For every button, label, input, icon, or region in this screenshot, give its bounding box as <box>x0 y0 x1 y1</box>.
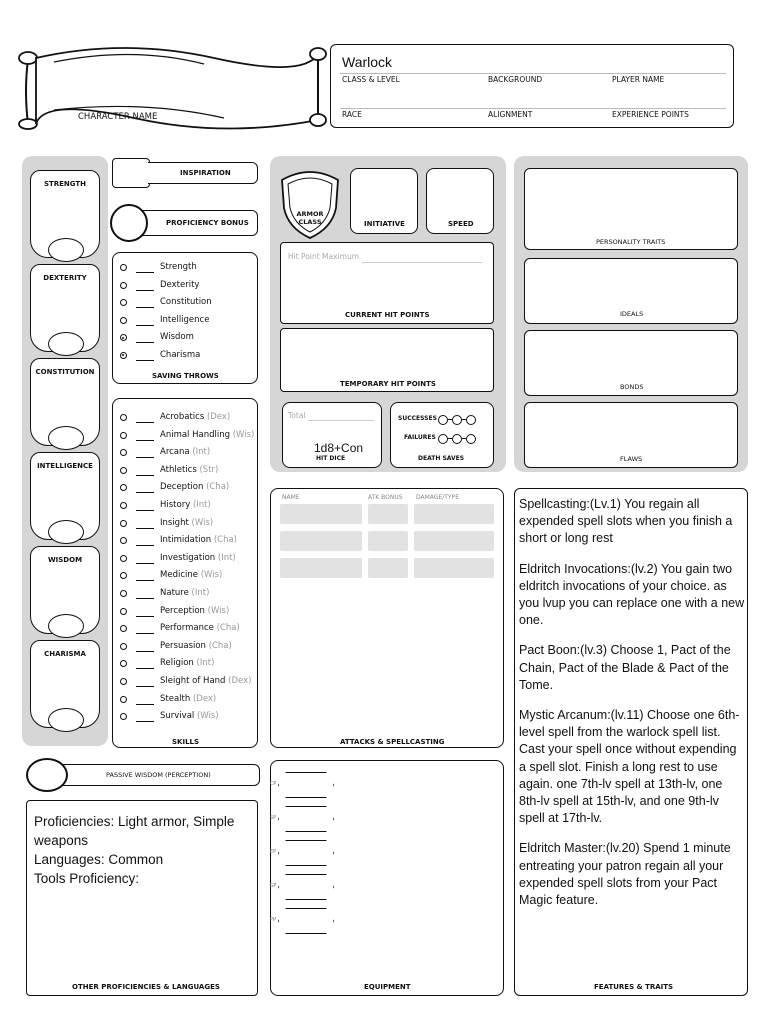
coin-label: CP <box>269 781 277 787</box>
skill-name: Deception (Cha) <box>160 482 230 493</box>
saving-throw-name: Wisdom <box>160 332 194 343</box>
proficiency-line: Tools Proficiency: <box>34 871 140 886</box>
class-level-line <box>340 73 726 74</box>
attack-damage-cell[interactable] <box>414 558 494 578</box>
skill-ability: (Int) <box>192 500 211 510</box>
proficiency-dot-icon[interactable] <box>120 537 127 544</box>
feature-paragraph: Eldritch Invocations:(lv.2) You gain two eldritch invocations of your choice. as you lvup you can replace one with a new one. <box>519 561 745 628</box>
proficiencies-title: OTHER PROFICIENCIES & LANGUAGES <box>72 983 220 991</box>
saving-throw-row[interactable] <box>120 278 260 295</box>
skill-row[interactable] <box>120 656 260 673</box>
ability-block-4[interactable] <box>30 546 100 634</box>
coin-field[interactable] <box>278 840 334 866</box>
attack-bonus-cell[interactable] <box>368 531 408 551</box>
skill-ability: (Wis) <box>200 570 223 581</box>
proficiency-line: weapons <box>34 833 89 848</box>
skill-name: Nature (Int) <box>160 588 210 598</box>
skill-name: Athletics (Str) <box>160 464 219 475</box>
ability-block-3[interactable] <box>30 452 100 540</box>
character-name-banner[interactable] <box>14 40 332 130</box>
success-pip[interactable] <box>466 415 476 425</box>
failure-pips[interactable] <box>438 430 476 448</box>
feature-paragraph: Mystic Arcanum:(lv.11) Choose one 6th-level spell from the warlock spell list. Cast your spell once without expending a spell slot. Finish a long rest to use again. one 7th-lv spell at 13th-lv, one 8th-lv spell at 15th-lv, and one 9th-lv spell at 17th-lv. <box>519 708 740 826</box>
coin-label: PP <box>269 917 277 923</box>
skill-row[interactable] <box>120 516 260 533</box>
modifier-line[interactable] <box>136 440 154 441</box>
character-name-label: CHARACTER NAME <box>78 112 158 122</box>
skill-ability: (Dex) <box>206 412 231 422</box>
failure-pip[interactable] <box>438 434 448 444</box>
equipment-title: EQUIPMENT <box>364 983 411 991</box>
attacks-panel <box>270 488 504 748</box>
saving-throw-row[interactable] <box>120 295 260 312</box>
hit-dice-total-line <box>308 420 374 421</box>
features-title: FEATURES & TRAITS <box>594 983 674 991</box>
coin-label: GP <box>269 883 277 889</box>
hit-dice-total-label: Total <box>288 411 306 420</box>
skill-name: Survival (Wis) <box>160 711 219 722</box>
skill-ability: (Dex) <box>192 693 217 704</box>
modifier-line[interactable] <box>136 651 154 652</box>
coin-field[interactable] <box>278 874 334 900</box>
modifier-line[interactable] <box>136 598 154 599</box>
modifier-line[interactable] <box>136 360 154 361</box>
proficiency-dot-icon[interactable] <box>120 334 127 341</box>
scroll-banner-icon <box>14 40 332 130</box>
modifier-line[interactable] <box>136 510 154 511</box>
ability-block-5[interactable] <box>30 640 100 728</box>
success-pips[interactable] <box>438 411 476 429</box>
hp-max-line <box>362 262 482 263</box>
saving-throw-name: Strength <box>160 262 197 272</box>
attacks-atk-col: ATK BONUS <box>368 494 403 501</box>
proficiency-dot-icon[interactable] <box>120 484 127 491</box>
speed-label: SPEED <box>448 220 474 228</box>
skill-row[interactable] <box>120 428 260 445</box>
modifier-line[interactable] <box>136 668 154 669</box>
skill-ability: (Cha) <box>213 535 237 546</box>
skill-name: Acrobatics (Dex) <box>160 412 231 422</box>
ability-label: WISDOM <box>47 556 83 564</box>
modifier-line[interactable] <box>136 325 154 326</box>
ability-label: STRENGTH <box>43 180 87 188</box>
modifier-line[interactable] <box>136 633 154 634</box>
armor-class-shield[interactable] <box>278 166 342 240</box>
hit-dice-label: HIT DICE <box>316 455 346 462</box>
proficiency-dot-icon[interactable] <box>120 590 127 597</box>
saving-throw-row[interactable] <box>120 348 260 365</box>
skill-name: Animal Handling (Wis) <box>160 429 255 440</box>
skill-ability: (Wis) <box>207 605 230 616</box>
skill-ability: (Cha) <box>208 640 232 651</box>
modifier-line[interactable] <box>136 272 154 273</box>
skill-ability: (Int) <box>196 658 215 669</box>
skill-row[interactable] <box>120 551 260 568</box>
features-text <box>519 496 745 922</box>
skill-row[interactable] <box>120 568 260 585</box>
saving-throw-row[interactable] <box>120 313 260 330</box>
saving-throw-name: Charisma <box>160 350 201 360</box>
current-hp-label: CURRENT HIT POINTS <box>345 311 430 319</box>
proficiency-dot-icon[interactable] <box>120 432 127 439</box>
failure-pip[interactable] <box>466 434 476 444</box>
coin-label: EP <box>269 849 277 855</box>
attack-name-cell[interactable] <box>280 504 362 524</box>
attack-damage-cell[interactable] <box>414 531 494 551</box>
modifier-line[interactable] <box>136 475 154 476</box>
proficiency-dot-icon[interactable] <box>120 467 127 474</box>
race-line <box>340 108 726 109</box>
modifier-line[interactable] <box>136 545 154 546</box>
coin-field[interactable] <box>278 772 334 798</box>
skill-name: Religion (Int) <box>160 658 215 669</box>
attack-damage-cell[interactable] <box>414 504 494 524</box>
ability-modifier-oval[interactable] <box>48 426 84 450</box>
saving-throw-name: Constitution <box>160 297 212 308</box>
passive-wisdom-box[interactable] <box>26 758 260 792</box>
skill-row[interactable] <box>120 463 260 480</box>
skill-name: Stealth (Dex) <box>160 693 217 704</box>
success-pip[interactable] <box>438 415 448 425</box>
skill-row[interactable] <box>120 674 260 691</box>
passive-wisdom-label: PASSIVE WISDOM (PERCEPTION) <box>106 771 211 779</box>
skill-ability: (Cha) <box>216 623 240 634</box>
skill-ability: (Int) <box>192 447 211 458</box>
proficiency-dot-icon[interactable] <box>120 264 127 271</box>
proficiencies-text <box>34 812 254 888</box>
feature-paragraph: Pact Boon:(lv.3) Choose 1, Pact of the Chain, Pact of the Blade & Pact of the Tome. <box>519 643 731 692</box>
attacks-damage-col: DAMAGE/TYPE <box>416 494 459 501</box>
proficiency-bonus-box[interactable] <box>110 204 260 242</box>
flaws-label: FLAWS <box>620 455 643 463</box>
skill-row[interactable] <box>120 639 260 656</box>
skill-row[interactable] <box>120 480 260 497</box>
ability-label: INTELLIGENCE <box>37 462 93 470</box>
coin-field[interactable] <box>278 806 334 832</box>
skill-ability: (Int) <box>191 588 210 598</box>
proficiency-line: Languages: Common <box>34 852 164 867</box>
modifier-line[interactable] <box>136 290 154 291</box>
coin-label: SP <box>269 815 277 821</box>
ability-label: CONSTITUTION <box>35 368 95 376</box>
ability-block-1[interactable] <box>30 264 100 352</box>
skill-ability: (Wis) <box>196 711 219 722</box>
modifier-line[interactable] <box>136 563 154 564</box>
attack-name-cell[interactable] <box>280 558 362 578</box>
class-level-value[interactable]: Warlock <box>342 54 393 70</box>
skill-ability: (Int) <box>217 552 236 563</box>
ability-modifier-oval[interactable] <box>48 614 84 638</box>
modifier-line[interactable] <box>136 580 154 581</box>
death-saves-label: DEATH SAVES <box>418 455 465 462</box>
skill-name: Investigation (Int) <box>160 552 236 563</box>
player-name-label: PLAYER NAME <box>612 75 665 84</box>
attack-bonus-cell[interactable] <box>368 558 408 578</box>
ability-label: DEXTERITY <box>43 274 87 282</box>
attacks-name-col: NAME <box>282 494 300 501</box>
skills-title: SKILLS <box>172 738 200 746</box>
failures-label: FAILURES <box>404 434 436 441</box>
shield-icon <box>278 166 342 240</box>
ability-modifier-oval[interactable] <box>48 708 84 732</box>
class-level-label: CLASS & LEVEL <box>342 75 400 84</box>
skill-row[interactable] <box>120 498 260 515</box>
skill-row[interactable] <box>120 533 260 550</box>
skill-name: Persuasion (Cha) <box>160 640 232 651</box>
proficiency-bonus-label: PROFICIENCY BONUS <box>166 219 249 227</box>
proficiency-dot-icon[interactable] <box>120 414 127 421</box>
ability-modifier-oval[interactable] <box>48 520 84 544</box>
inspiration-label: INSPIRATION <box>180 169 231 177</box>
proficiency-dot-icon[interactable] <box>120 555 127 562</box>
modifier-line[interactable] <box>136 616 154 617</box>
feature-paragraph: Spellcasting:(Lv.1) You regain all expended spell slots when you finish a short or long rest <box>519 497 733 546</box>
skill-ability: (Wis) <box>232 429 255 440</box>
personality-traits-label: PERSONALITY TRAITS <box>596 238 666 246</box>
proficiency-dot-icon[interactable] <box>120 282 127 289</box>
skill-ability: (Dex) <box>228 676 252 686</box>
inspiration-box[interactable] <box>112 158 258 188</box>
modifier-line[interactable] <box>136 307 154 308</box>
ideals-label: IDEALS <box>620 310 644 318</box>
bonds-label: BONDS <box>620 383 644 391</box>
attack-name-cell[interactable] <box>280 531 362 551</box>
successes-label: SUCCESSES <box>398 415 437 422</box>
proficiency-dot-icon[interactable] <box>120 352 127 359</box>
saving-throw-name: Dexterity <box>160 279 200 290</box>
proficiency-line: Proficiencies: Light armor, Simple <box>34 814 235 829</box>
skill-name: Performance (Cha) <box>160 623 240 634</box>
proficiency-dot-icon[interactable] <box>120 625 127 632</box>
skill-ability: (Wis) <box>191 517 214 528</box>
background-label: BACKGROUND <box>488 75 543 84</box>
proficiency-dot-icon[interactable] <box>120 299 127 306</box>
proficiency-dot-icon[interactable] <box>120 713 127 720</box>
modifier-line[interactable] <box>136 457 154 458</box>
skill-row[interactable] <box>120 410 260 427</box>
skill-name: History (Int) <box>160 500 211 510</box>
modifier-line[interactable] <box>136 342 154 343</box>
skill-row[interactable] <box>120 621 260 638</box>
proficiency-dot-icon[interactable] <box>120 520 127 527</box>
ability-block-0[interactable] <box>30 170 100 258</box>
proficiency-dot-icon[interactable] <box>120 449 127 456</box>
skill-ability: (Cha) <box>206 482 230 493</box>
skill-row[interactable] <box>120 604 260 621</box>
skill-name: Sleight of Hand (Dex) <box>160 676 252 686</box>
attacks-title: ATTACKS & SPELLCASTING <box>340 738 445 746</box>
skill-row[interactable] <box>120 445 260 462</box>
modifier-line[interactable] <box>136 492 154 493</box>
proficiency-dot-icon[interactable] <box>120 696 127 703</box>
proficiency-dot-icon[interactable] <box>120 660 127 667</box>
hp-max-label: Hit Point Maximum <box>288 252 360 261</box>
modifier-line[interactable] <box>136 422 154 423</box>
skill-name: Arcana (Int) <box>160 447 211 458</box>
experience-label: EXPERIENCE POINTS <box>612 110 689 119</box>
skill-row[interactable] <box>120 692 260 709</box>
skill-row[interactable] <box>120 586 260 603</box>
skill-name: Intimidation (Cha) <box>160 535 237 546</box>
alignment-label: ALIGNMENT <box>488 110 533 119</box>
modifier-line[interactable] <box>136 704 154 705</box>
skill-name: Perception (Wis) <box>160 605 230 616</box>
modifier-line[interactable] <box>136 721 154 722</box>
failure-pip[interactable] <box>452 434 462 444</box>
coin-field[interactable] <box>278 908 334 934</box>
ability-modifier-oval[interactable] <box>48 332 84 356</box>
ability-label: CHARISMA <box>44 650 86 658</box>
skill-row[interactable] <box>120 709 260 726</box>
armor-class-label: ARMOR CLASS <box>296 210 324 226</box>
hit-dice-value[interactable]: 1d8+Con <box>314 441 364 455</box>
ability-modifier-oval[interactable] <box>48 238 84 262</box>
proficiency-dot-icon[interactable] <box>120 317 127 324</box>
skill-name: Insight (Wis) <box>160 517 214 528</box>
saving-throw-row[interactable] <box>120 330 260 347</box>
race-label: RACE <box>342 110 362 119</box>
skill-ability: (Str) <box>199 464 219 475</box>
proficiency-dot-icon[interactable] <box>120 678 127 685</box>
saving-throws-title: SAVING THROWS <box>152 372 219 380</box>
modifier-line[interactable] <box>136 528 154 529</box>
proficiency-dot-icon[interactable] <box>120 643 127 650</box>
proficiency-dot-icon[interactable] <box>120 608 127 615</box>
modifier-line[interactable] <box>136 686 154 687</box>
ability-block-2[interactable] <box>30 358 100 446</box>
attack-bonus-cell[interactable] <box>368 504 408 524</box>
proficiency-dot-icon[interactable] <box>120 572 127 579</box>
saving-throw-row[interactable] <box>120 260 260 277</box>
feature-paragraph: Eldritch Master:(lv.20) Spend 1 minute entreating your patron regain all your expended spell slots from your Pact Magic feature. <box>519 841 731 908</box>
saving-throw-name: Intelligence <box>160 314 210 325</box>
skill-name: Medicine (Wis) <box>160 570 223 581</box>
success-pip[interactable] <box>452 415 462 425</box>
proficiency-dot-icon[interactable] <box>120 502 127 509</box>
initiative-label: INITIATIVE <box>364 220 405 228</box>
temp-hp-label: TEMPORARY HIT POINTS <box>340 380 436 388</box>
